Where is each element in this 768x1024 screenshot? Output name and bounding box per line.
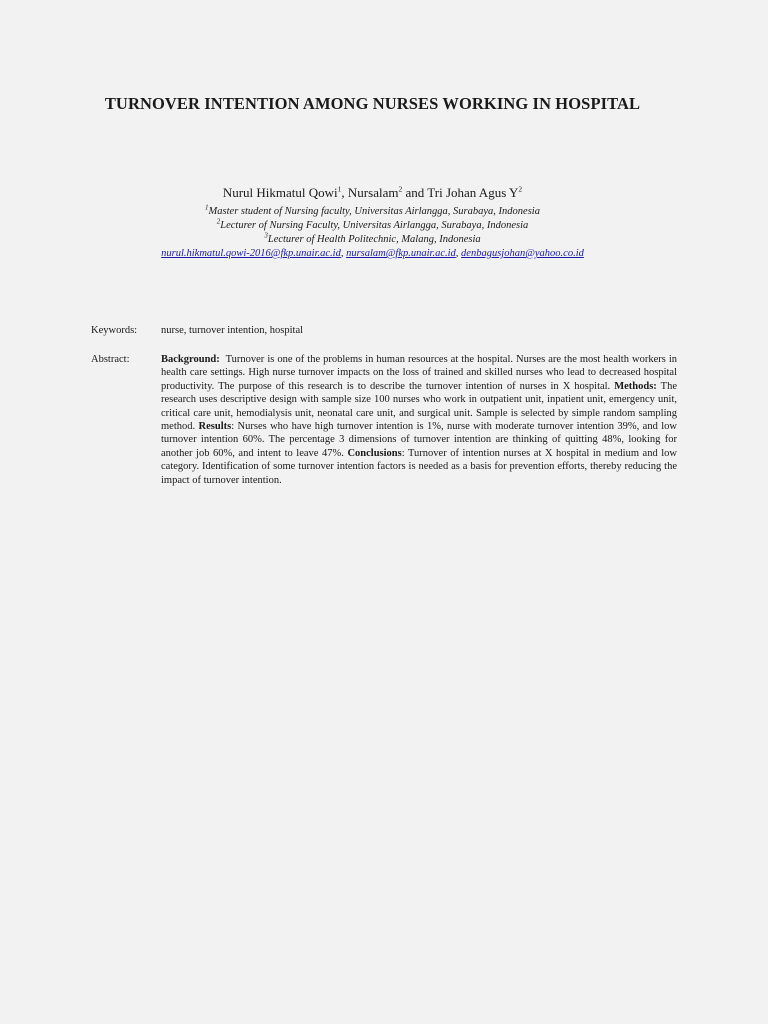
- email-link[interactable]: nursalam@fkp.unair.ac.id: [346, 248, 456, 259]
- author-superscript: 2: [518, 184, 523, 194]
- email-link[interactable]: denbagusjohan@yahoo.co.id: [461, 248, 584, 259]
- abstract-section-label: Background:: [161, 354, 220, 365]
- affiliation-text: Master student of Nursing faculty, Universitas Airlangga, Surabaya, Indonesia: [208, 206, 540, 217]
- affiliation-line: [90, 233, 655, 247]
- abstract-section-text: : Nurses who have high turnover intention is 1%, nurse with moderate turnover intention 39%, and low turnover intention 60%. The percentage 3 dimensions of turnover intention are thinking of quitting 48%, looking for another job 60%, and intent to leave 47%.: [161, 421, 677, 459]
- abstract-section-label: Methods:: [614, 380, 657, 392]
- paper-title: TURNOVER INTENTION AMONG NURSES WORKING IN HOSPITAL: [104, 94, 641, 113]
- author-name: Nursalam: [347, 185, 399, 200]
- affiliation-line: [90, 219, 655, 233]
- affiliation-list: [90, 205, 655, 247]
- author-name: Nurul Hikmatul Qowi: [222, 185, 338, 200]
- author-separator: ,: [341, 185, 348, 200]
- abstract-label: Abstract:: [91, 354, 130, 365]
- affiliation-superscript: 3: [264, 231, 268, 240]
- keywords-text: nurse, turnover intention, hospital: [161, 325, 304, 336]
- abstract-section-text: : Turnover of intention nurses at X hospital in medium and low category. Identification of some turnover intention factors is needed as a basis for prevention efforts, thereby reducing the impact of turnover intention.: [161, 447, 677, 486]
- author-superscript: 1: [337, 184, 342, 194]
- abstract-section-label: Conclusions: [347, 447, 402, 459]
- email-link[interactable]: nurul.hikmatul.qowi-2016@fkp.unair.ac.id: [161, 248, 341, 259]
- affiliation-line: [90, 205, 655, 219]
- author-superscript: 2: [398, 184, 403, 194]
- affiliation-superscript: 2: [216, 217, 221, 226]
- author-list: [90, 185, 655, 201]
- keywords-label: Keywords:: [91, 325, 138, 336]
- email-separator: ,: [340, 248, 347, 259]
- abstract-section-text: The research uses descriptive design with sample size 100 nurses who work in outpatient unit, inpatient unit, emergency unit, critical care unit, hemodialysis unit, neonatal care unit, and surgical unit. Sample is selected by simple random sampling method.: [161, 380, 677, 433]
- email-separator: ,: [455, 248, 462, 259]
- author-separator: and: [402, 185, 428, 200]
- email-list: [90, 247, 655, 261]
- affiliation-text: Lecturer of Health Politechnic, Malang, Indonesia: [267, 234, 481, 245]
- abstract-section-text: Turnover is one of the problems in human resources at the hospital. Nurses are the most health workers in health care settings. High nurse turnover impacts on the loss of trained and skilled nurses who lead to decreased hospital productivity. The purpose of this research is to describe the turnover intention of nurses in X hospital.: [161, 354, 680, 392]
- affiliation-text: Lecturer of Nursing Faculty, Universitas Airlangga, Surabaya, Indonesia: [220, 220, 529, 231]
- abstract-section-label: Results: [198, 421, 232, 433]
- abstract-text: [161, 353, 680, 487]
- affiliation-superscript: 1: [205, 203, 209, 212]
- author-name: Tri Johan Agus Y: [427, 185, 519, 200]
